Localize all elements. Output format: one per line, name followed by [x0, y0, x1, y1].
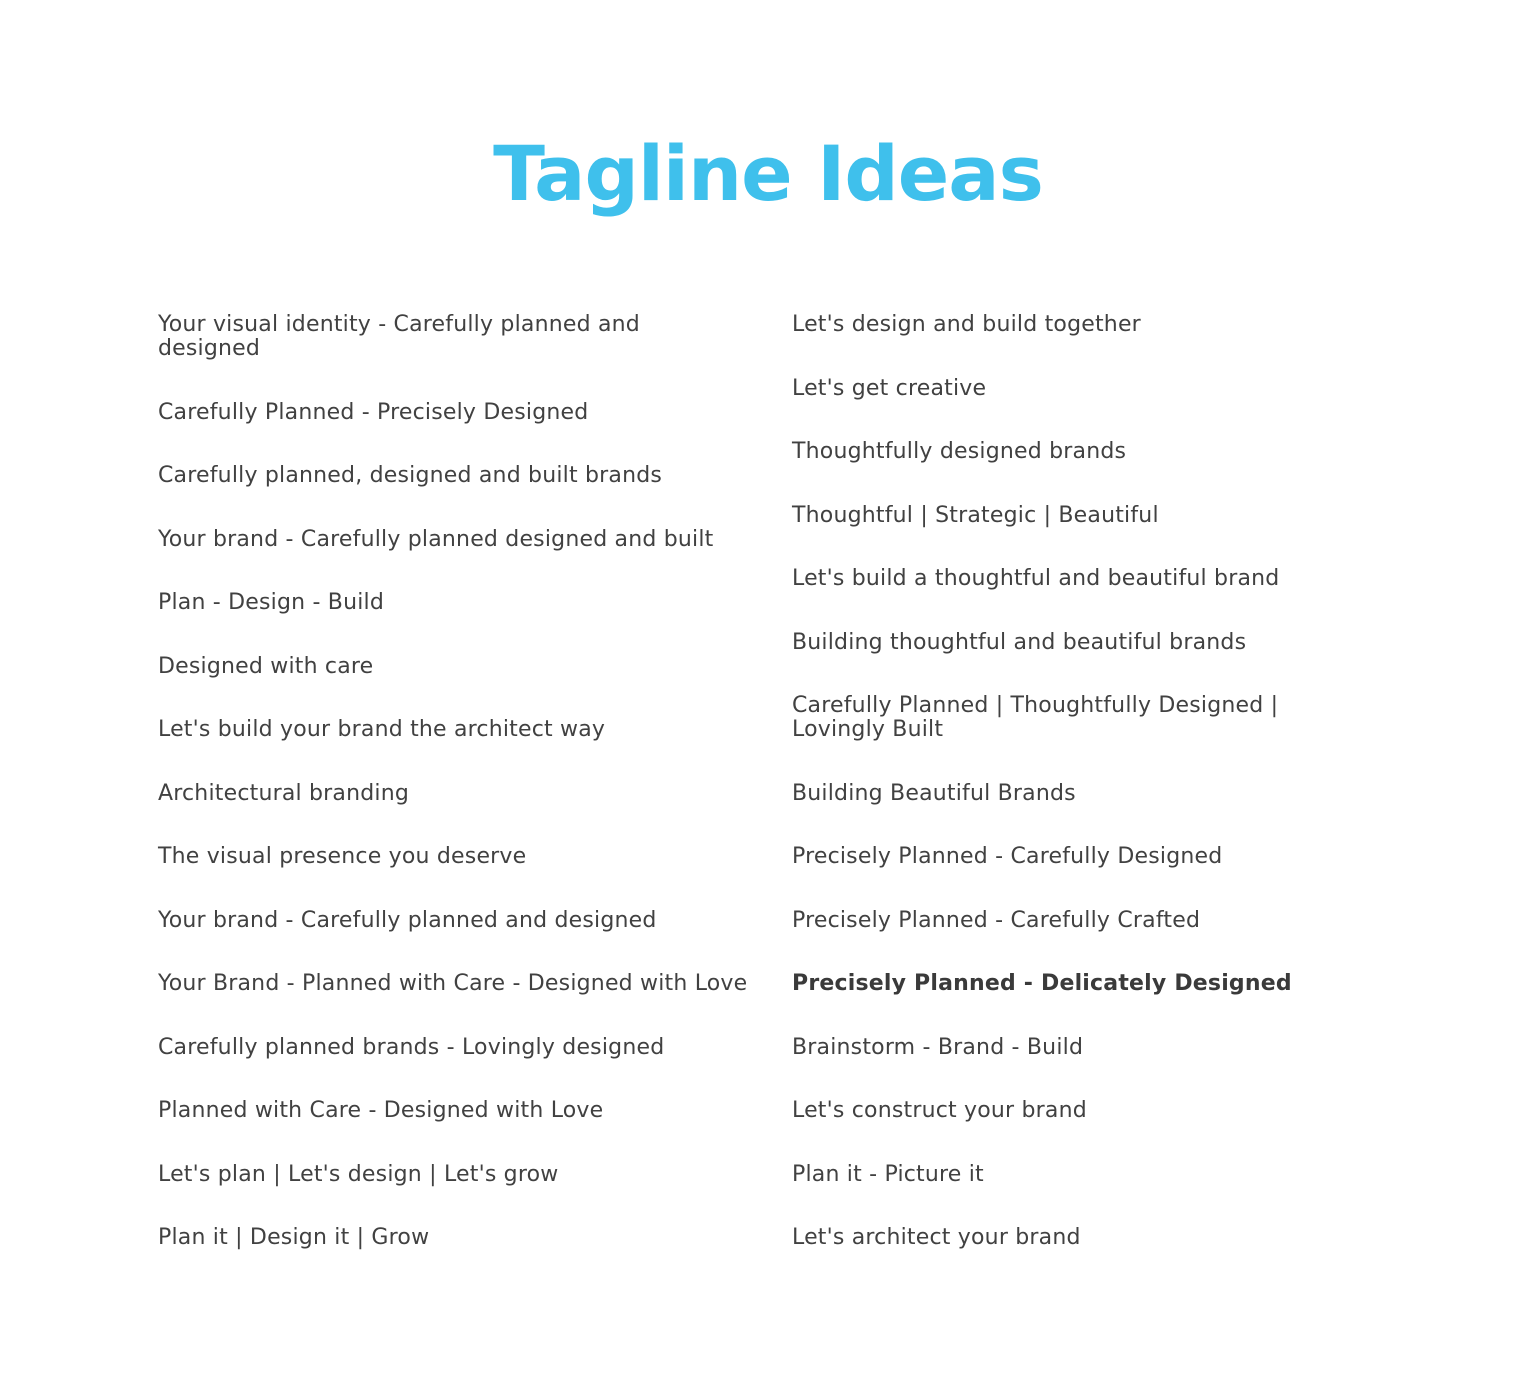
tagline-item: Let's architect your brand: [792, 1225, 1081, 1250]
page-title: Tagline Ideas: [493, 129, 1043, 218]
tagline-item: Precisely Planned - Carefully Designed: [792, 844, 1223, 869]
tagline-item-highlighted: Precisely Planned - Delicately Designed: [792, 971, 1292, 996]
tagline-item: The visual presence you deserve: [158, 844, 527, 869]
tagline-item: Carefully planned brands - Lovingly designed: [158, 1034, 665, 1060]
tagline-item: Carefully Planned - Precisely Designed: [158, 399, 589, 425]
tagline-item: Your brand - Carefully planned designed and built: [158, 526, 714, 552]
tagline-item: Carefully planned, designed and built brands: [158, 463, 663, 488]
tagline-item: Let's build a thoughtful and beautiful brand: [792, 566, 1280, 591]
tagline-item: Designed with care: [158, 653, 374, 679]
tagline-item: Brainstorm - Brand - Build: [792, 1034, 1084, 1060]
tagline-item: Plan it - Picture it: [792, 1161, 984, 1187]
tagline-item: Planned with Care - Designed with Love: [158, 1098, 604, 1123]
tagline-item: Precisely Planned - Carefully Crafted: [792, 907, 1201, 933]
tagline-item: Building Beautiful Brands: [792, 780, 1076, 806]
tagline-item: Your brand - Carefully planned and designed: [158, 907, 657, 933]
tagline-item: Architectural branding: [158, 780, 410, 806]
tagline-list-left: [158, 313, 748, 1290]
tagline-item: Your visual identity - Carefully planned and designed: [158, 312, 640, 361]
tagline-item: Carefully Planned | Thoughtfully Designed | Lovingly Built: [792, 693, 1279, 742]
tagline-item: Let's build your brand the architect way: [158, 717, 606, 742]
tagline-list-right: [792, 313, 1312, 1290]
tagline-item: Thoughtful | Strategic | Beautiful: [792, 502, 1159, 528]
tagline-item: Let's construct your brand: [792, 1098, 1087, 1123]
tagline-item: Building thoughtful and beautiful brands: [792, 629, 1247, 655]
tagline-item: Thoughtfully designed brands: [792, 439, 1127, 464]
tagline-item: Plan - Design - Build: [158, 590, 385, 615]
tagline-item: Let's get creative: [792, 375, 987, 401]
tagline-item: Plan it | Design it | Grow: [158, 1225, 430, 1250]
tagline-item: Let's plan | Let's design | Let's grow: [158, 1161, 559, 1187]
tagline-item: Your Brand - Planned with Care - Designed with Love: [158, 971, 748, 996]
tagline-item: Let's design and build together: [792, 312, 1141, 337]
